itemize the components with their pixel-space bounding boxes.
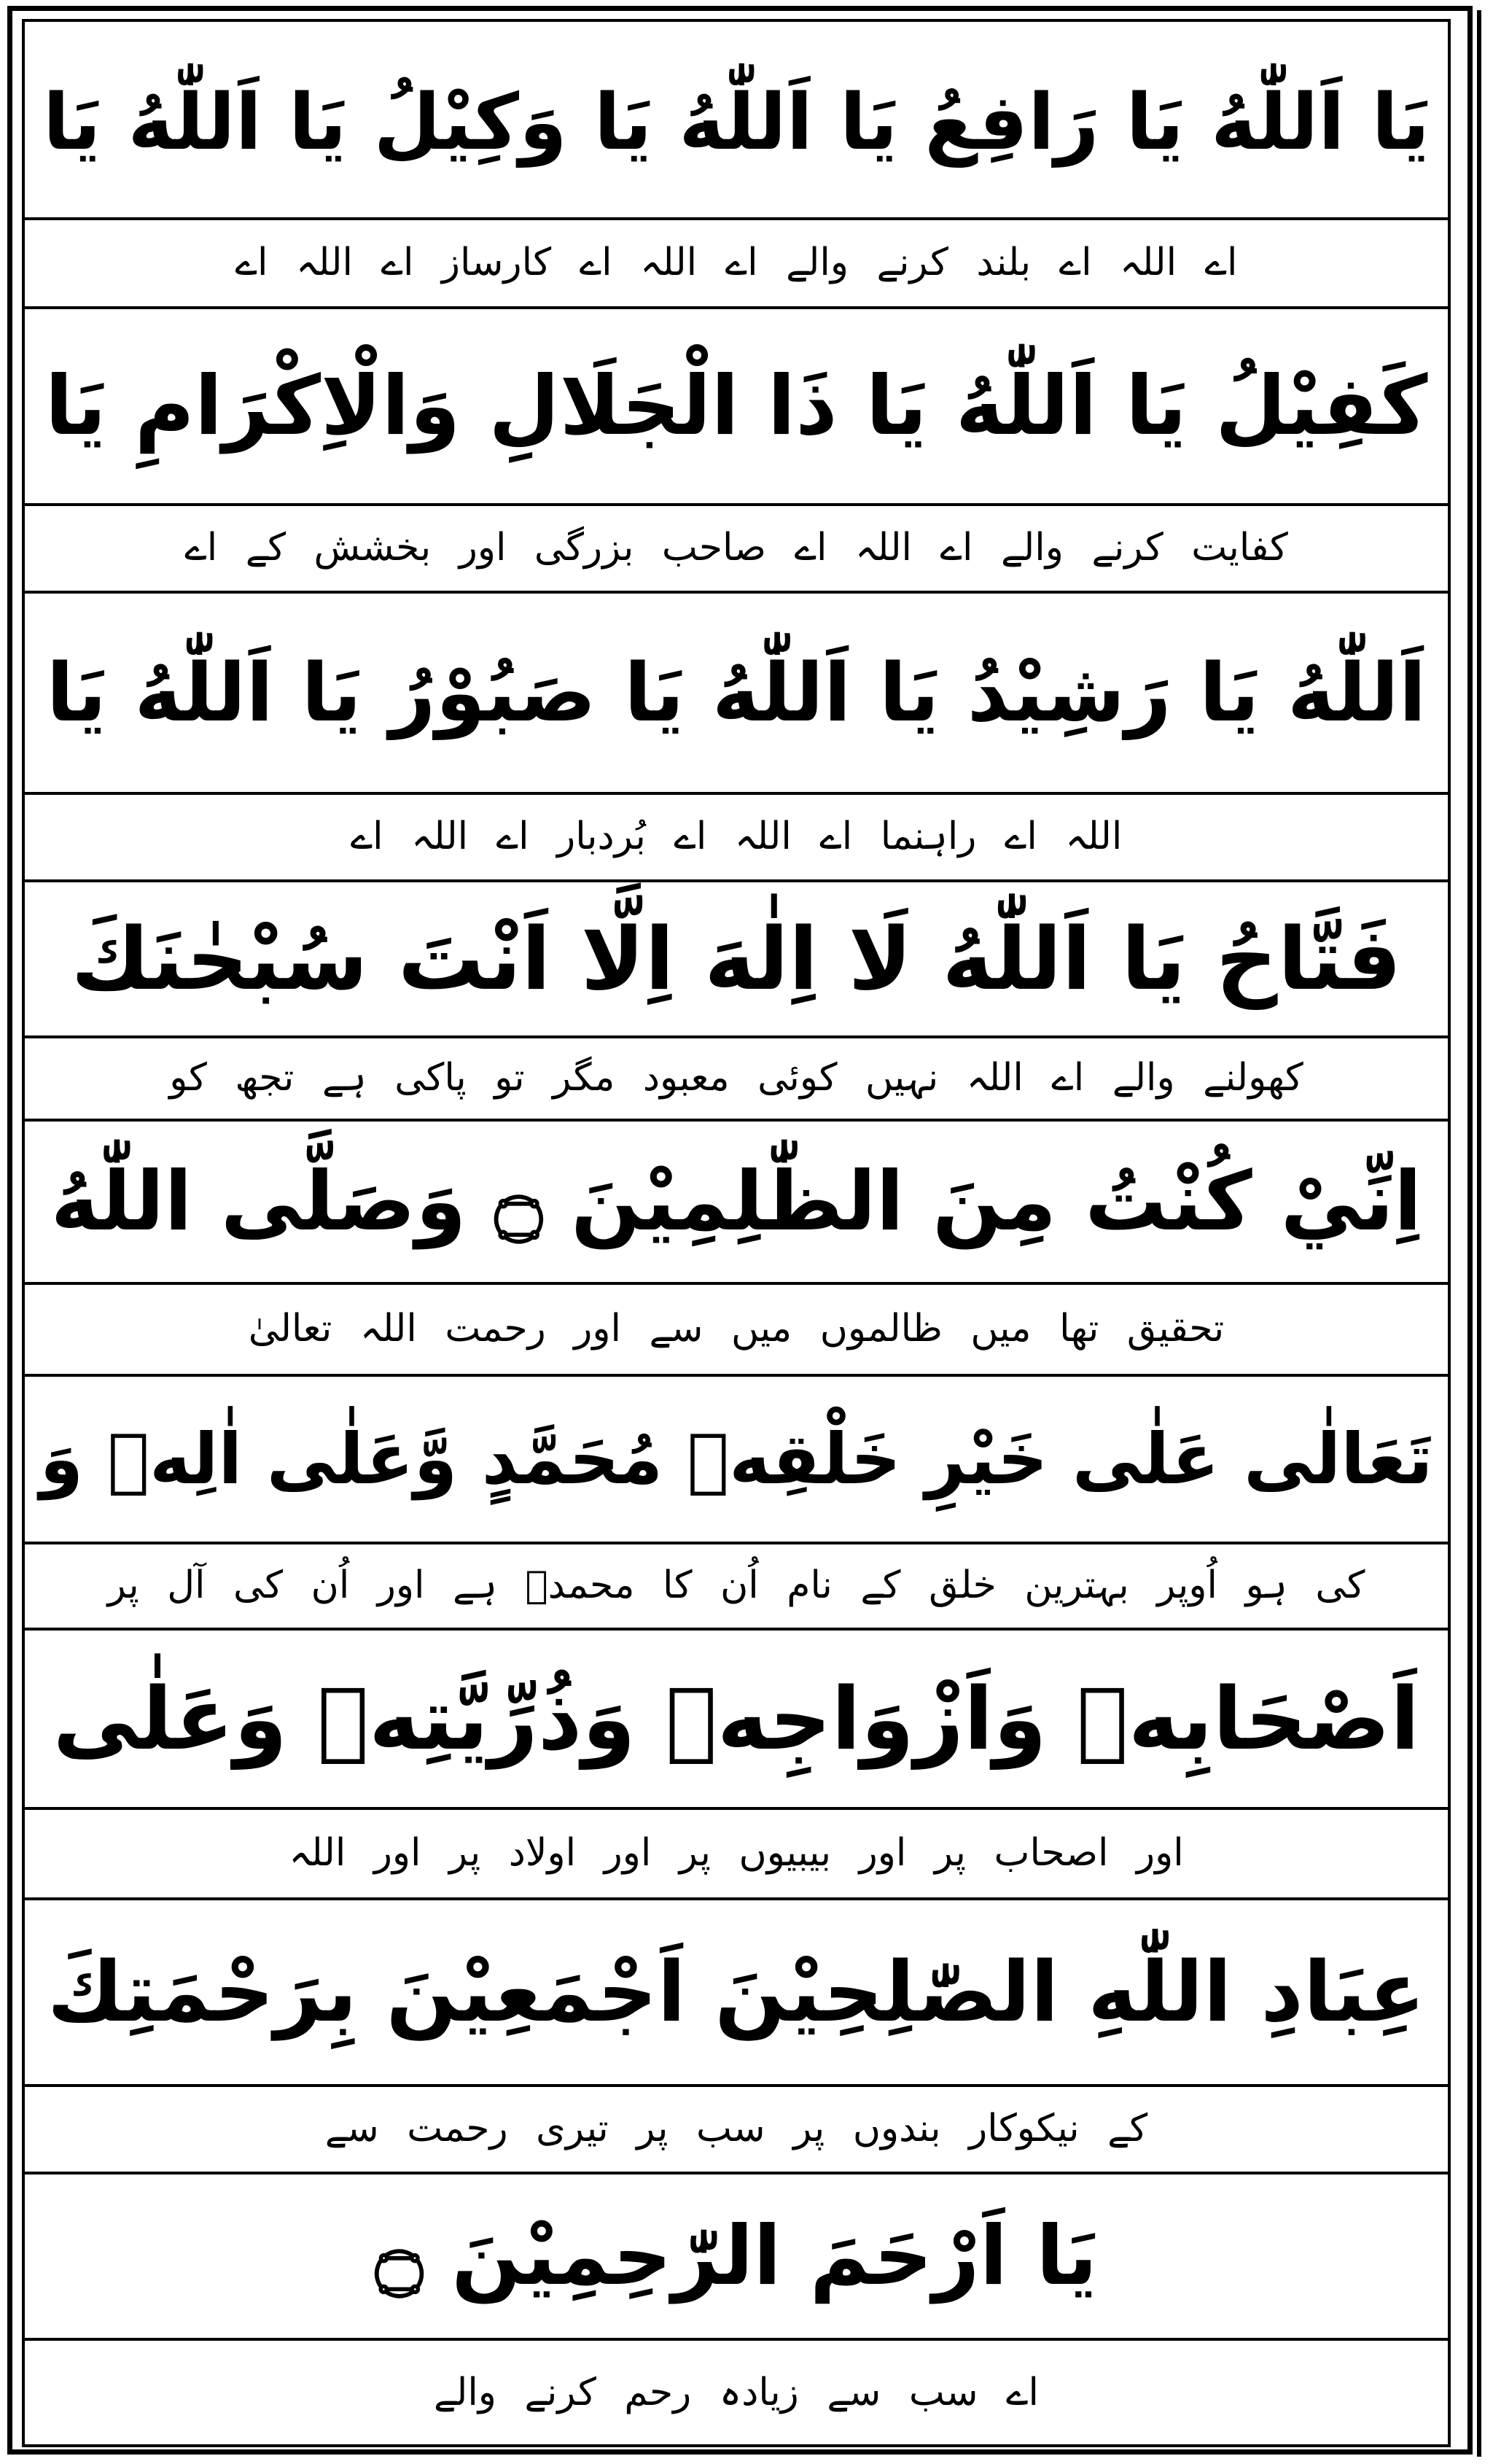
arabic-text: يَا اَللّٰهُ يَا رَافِعُ يَا اَللّٰهُ يَا وَكِيْلُ يَا اَللّٰهُ يَا (42, 77, 1430, 167)
arabic-text: فَتَّاحُ يَا اَللّٰهُ لَا اِلٰهَ اِلَّا اَنْتَ سُبْحٰنَكَ (71, 909, 1402, 1009)
arabic-line-8 (25, 1902, 1448, 2083)
urdu-translation: کھولنے والے اے اللہ نہیں کوئی معبود مگر تو پاکی ہے تجھ کو (169, 1056, 1303, 1100)
urdu-translation: اور اصحاب پر اور بیبیوں پر اور اولاد پر اور اللہ (289, 1831, 1184, 1875)
arabic-line-6 (25, 1378, 1448, 1540)
arabic-line-5 (25, 1123, 1448, 1280)
arabic-text: تَعَالٰى عَلٰى خَيْرِ خَلْقِهٖ مُحَمَّدٍ وَّعَلٰى اٰلِهٖ وَ (39, 1418, 1433, 1500)
divider (25, 1374, 1448, 1377)
divider (25, 1807, 1448, 1810)
divider (25, 1035, 1448, 1038)
divider (25, 591, 1448, 594)
divider (25, 792, 1448, 795)
divider (25, 1542, 1448, 1544)
urdu-line-7 (25, 1811, 1448, 1894)
divider (25, 306, 1448, 309)
divider (25, 1282, 1448, 1285)
urdu-translation: اے اللہ اے بلند کرنے والے اے اللہ اے کارساز اے اللہ اے (235, 241, 1238, 284)
urdu-line-2 (25, 508, 1448, 588)
arabic-line-3 (25, 595, 1448, 790)
urdu-translation: اللہ اے راہنما اے اللہ اے بُردبار اے اللہ اے (350, 815, 1123, 858)
urdu-line-1 (25, 222, 1448, 303)
arabic-text: اَصْحَابِهٖ وَاَزْوَاجِهٖ وَذُرِّيَّتِهٖ وَعَلٰى (52, 1668, 1420, 1769)
urdu-line-8 (25, 2088, 1448, 2169)
arabic-line-4 (25, 884, 1448, 1034)
text-frame (22, 19, 1451, 2447)
divider (25, 1897, 1448, 1900)
urdu-translation: اے سب سے زیادہ رحم کرنے والے (434, 2371, 1039, 2414)
outer-page-shadow-edge (1477, 10, 1481, 2457)
arabic-line-7 (25, 1632, 1448, 1806)
urdu-line-5 (25, 1286, 1448, 1371)
urdu-translation: کی ہو اُوپر بہترین خلق کے نام اُن کا محمدؐ ہے اور اُن کی آل پر (107, 1563, 1365, 1607)
arabic-line-1 (25, 32, 1448, 213)
urdu-translation: تحقیق تھا میں ظالموں میں سے اور رحمت اللہ تعالیٰ (248, 1307, 1225, 1350)
urdu-line-6 (25, 1546, 1448, 1625)
urdu-line-4 (25, 1040, 1448, 1116)
urdu-translation: کے نیکوکار بندوں پر سب پر تیری رحمت سے (324, 2107, 1148, 2150)
arabic-text: عِبَادِ اللّٰهِ الصّٰلِحِيْنَ اَجْمَعِيْنَ بِرَحْمَتِكَ (47, 1943, 1426, 2040)
arabic-text: اِنِّيْ كُنْتُ مِنَ الظّٰلِمِيْنَ ۝ وَصَلَّى اللّٰهُ (50, 1154, 1422, 1249)
divider (25, 2338, 1448, 2341)
arabic-line-2 (25, 311, 1448, 502)
urdu-line-3 (25, 796, 1448, 877)
divider (25, 2172, 1448, 2175)
arabic-text: يَا اَرْحَمَ الرّٰحِمِيْنَ ۝ (375, 2209, 1098, 2304)
divider (25, 1628, 1448, 1631)
arabic-line-9 (25, 2176, 1448, 2336)
divider (25, 1119, 1448, 1122)
divider (25, 503, 1448, 506)
arabic-text: كَفِيْلُ يَا اَللّٰهُ يَا ذَا الْجَلَالِ وَالْاِكْرَامِ يَا (44, 359, 1428, 454)
divider (25, 879, 1448, 882)
divider (25, 217, 1448, 220)
divider (25, 2084, 1448, 2087)
urdu-line-9 (25, 2342, 1448, 2443)
urdu-translation: کفایت کرنے والے اے اللہ اے صاحب بزرگی اور بخشش کے اے (184, 526, 1288, 570)
arabic-text: اَللّٰهُ يَا رَشِيْدُ يَا اَللّٰهُ يَا صَبُوْرُ يَا اَللّٰهُ يَا (46, 646, 1427, 739)
